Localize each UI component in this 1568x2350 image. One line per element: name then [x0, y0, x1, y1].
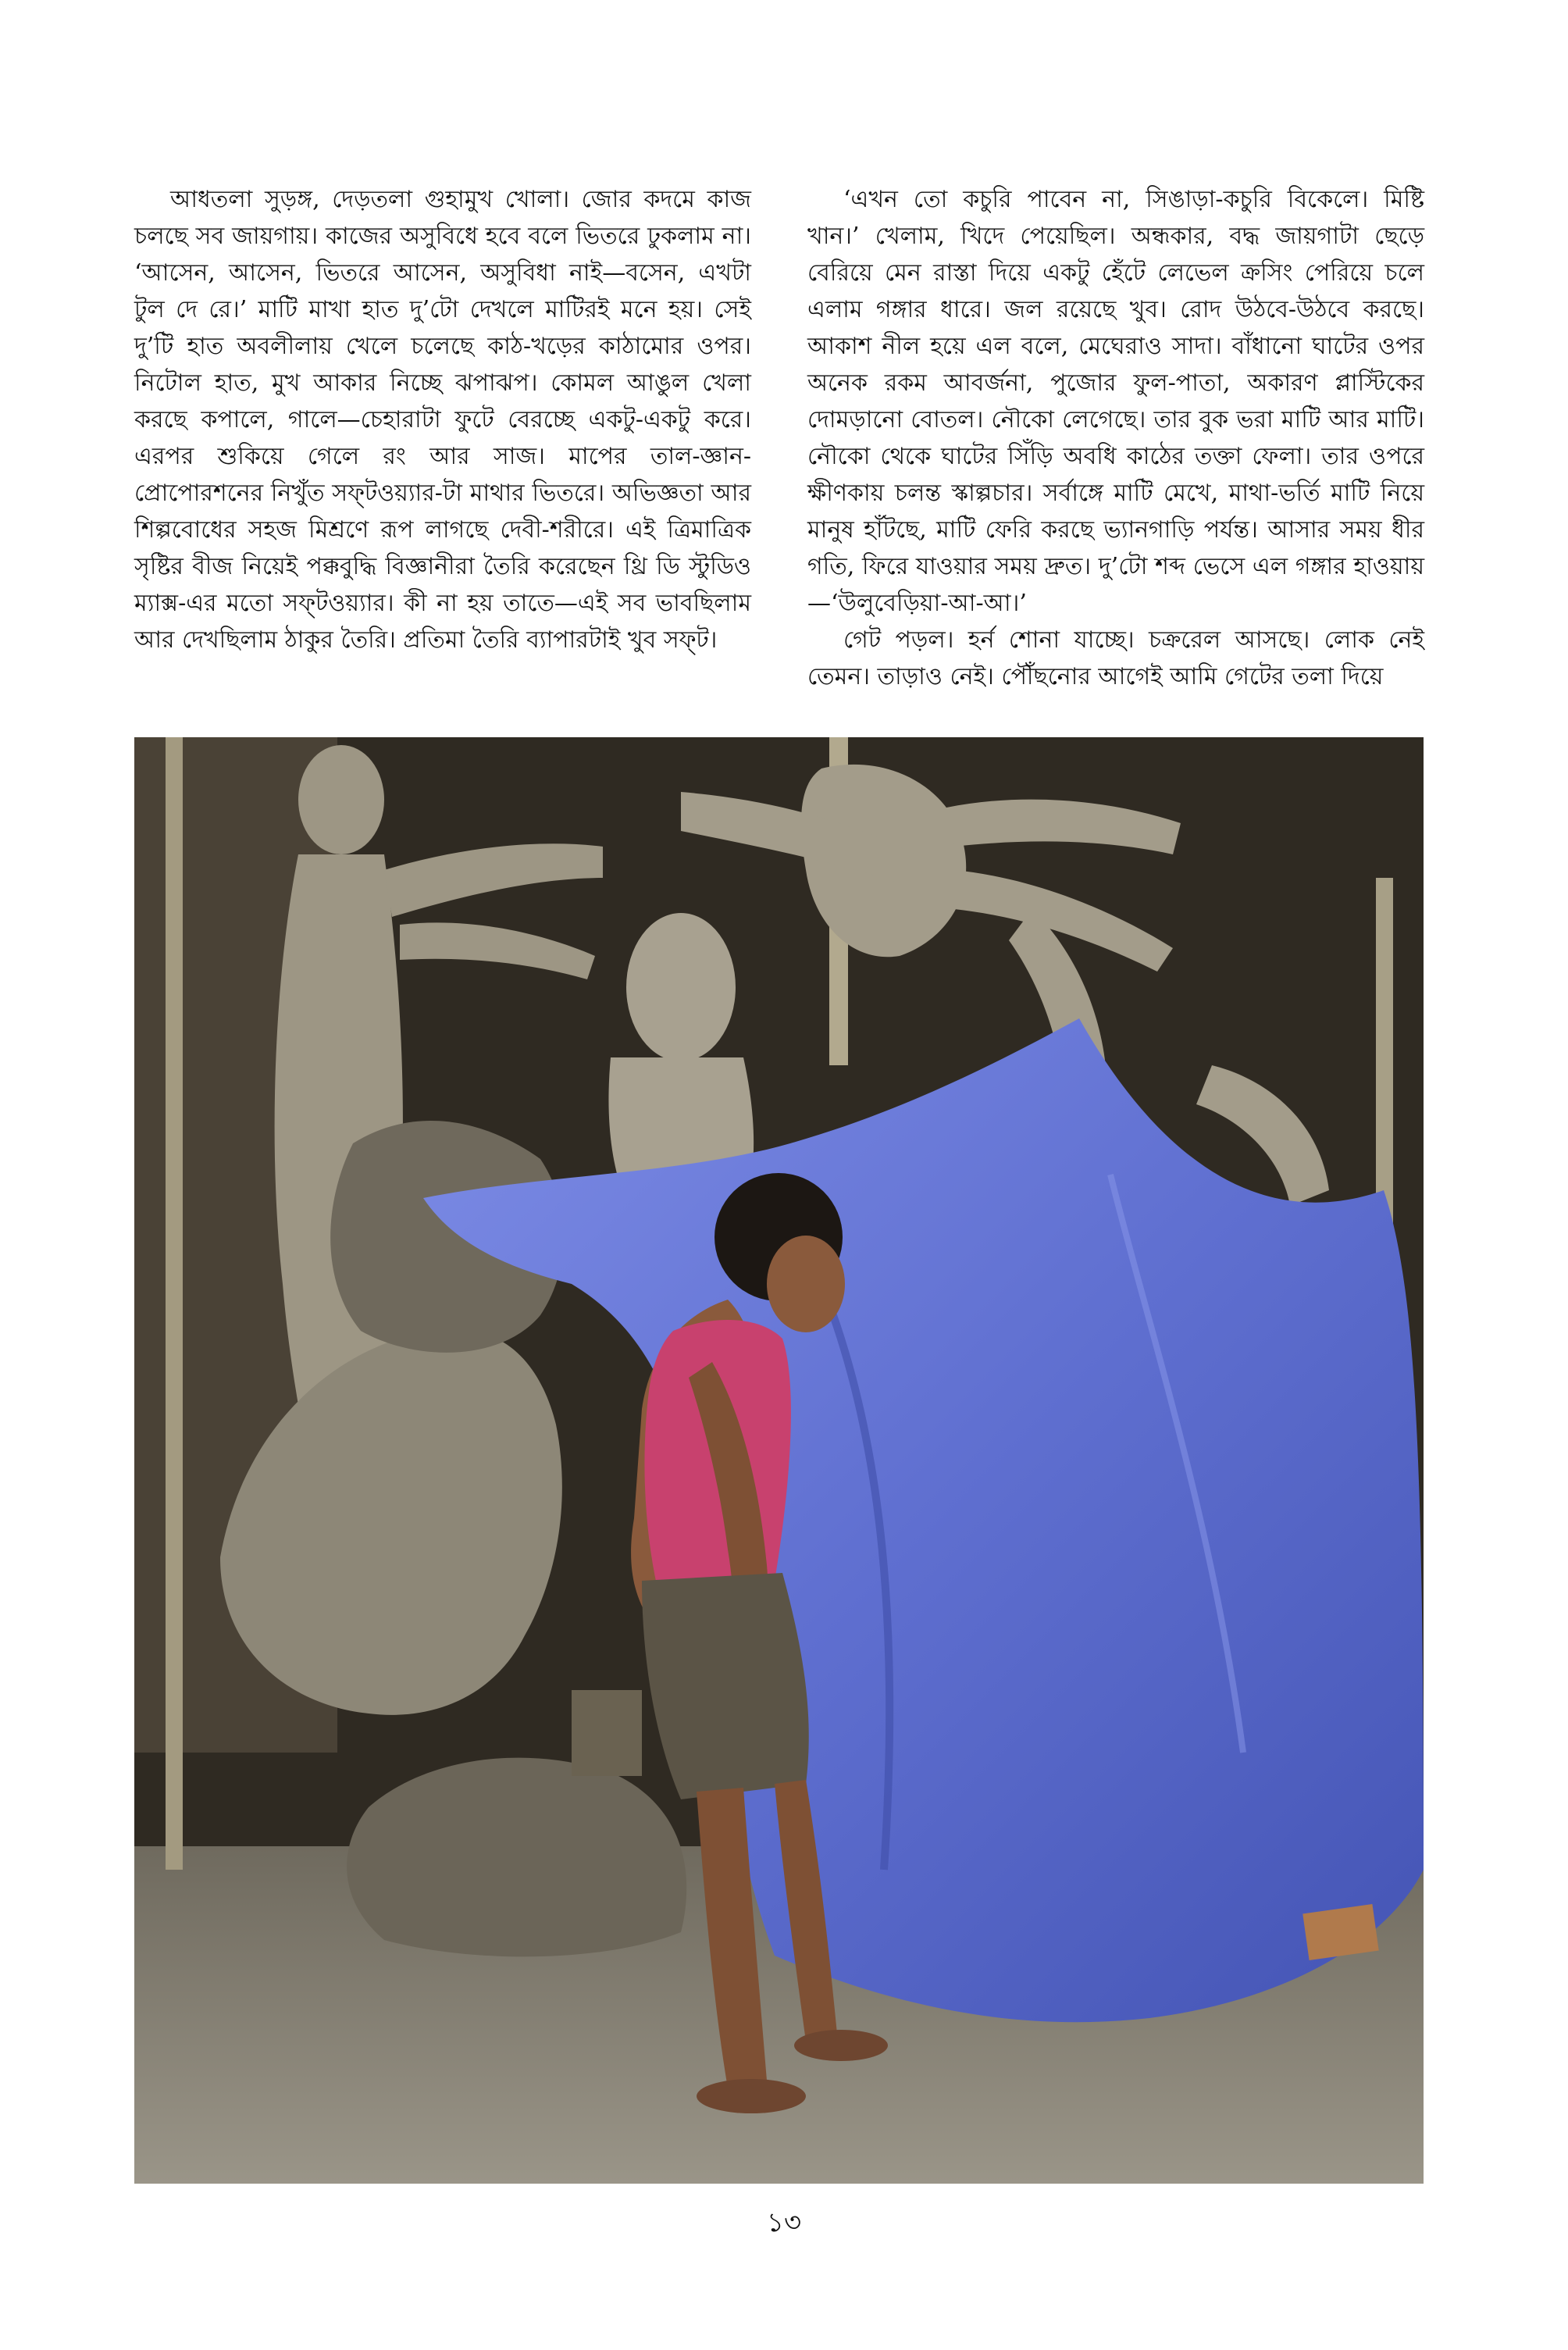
paragraph: গেট পড়ল। হর্ন শোনা যাচ্ছে। চক্ররেল আসছে। লোক নেই তেমন। তাড়াও নেই। পৌঁছনোর আগেই আমি গেটের তলা দিয়ে	[807, 626, 1424, 690]
paragraph: ‘এখন তো কচুরি পাবেন না, সিঙাড়া-কচুরি বিকেলে। মিষ্টি খান।’ খেলাম, খিদে পেয়েছিল। অন্ধকার, বদ্ধ জায়গাটা ছেড়ে বেরিয়ে মেন রাস্তা দিয়ে একটু হেঁটে লেভেল ক্রসিং পেরিয়ে চলে এলাম গঙ্গার ধারে। জল রয়েছে খুব। রোদ উঠবে-উঠবে করছে। আকাশ নীল হয়ে এল বলে, মেঘেরাও সাদা। বাঁধানো ঘাটের ওপর অনেক রকম আবর্জনা, পুজোর ফুল-পাতা, অকারণ প্লাস্টিকের দোমড়ানো বোতল। নৌকো লেগেছে। তার বুক ভরা মাটি আর মাটি। নৌকো থেকে ঘাটের সিঁড়ি অবধি কাঠের তক্তা ফেলা। তার ওপরে ক্ষীণকায় চলন্ত স্কাল্পচার। সর্বাঙ্গে মাটি মেখে, মাথা-ভর্তি মাটি নিয়ে মানুষ হাঁটছে, মাটি ফেরি করছে ভ্যানগাড়ি পর্যন্ত। আসার সময় ধীর গতি, ফিরে যাওয়ার সময় দ্রুত। দু’টো শব্দ ভেসে এল গঙ্গার হাওয়ায়—‘উলুবেড়িয়া-আ-আ।’	[807, 186, 1424, 617]
photo-clay-idol-workshop	[134, 737, 1424, 2184]
text-column-left	[134, 181, 751, 658]
paragraph: আধতলা সুড়ঙ্গ, দেড়তলা গুহামুখ খোলা। জোর কদমে কাজ চলছে সব জায়গায়। কাজের অসুবিধে হবে বলে ভিতরে ঢুকলাম না। ‘আসেন, আসেন, ভিতরে আসেন, অসুবিধা নাই—বসেন, এখটা টুল দে রে।’ মাটি মাখা হাত দু’টো দেখলে মাটিরই মনে হয়। সেই দু’টি হাত অবলীলায় খেলে চলেছে কাঠ-খড়ের কাঠামোর ওপর। নিটোল হাত, মুখ আকার নিচ্ছে ঝপাঝপ। কোমল আঙুল খেলা করছে কপালে, গালে—চেহারাটা ফুটে বেরচ্ছে একটু-একটু করে। এরপর শুকিয়ে গেলে রং আর সাজ। মাপের তাল-জ্ঞান-প্রোপোরশনের নিখুঁত সফ্‌টওয়্যার-টা মাথার ভিতরে। অভিজ্ঞতা আর শিল্পবোধের সহজ মিশ্রণে রূপ লাগছে দেবী-শরীরে। এই ত্রিমাত্রিক সৃষ্টির বীজ নিয়েই পক্কবুদ্ধি বিজ্ঞানীরা তৈরি করেছেন থ্রি ডি স্টুডিও ম্যাক্স-এর মতো সফ্‌টওয়্যার। কী না হয় তাতে—এই সব ভাবছিলাম আর দেখছিলাম ঠাকুর তৈরি। প্রতিমা তৈরি ব্যাপারটাই খুব সফ্‌ট।	[134, 186, 751, 654]
bamboo-pole	[166, 737, 183, 1870]
brick	[1303, 1904, 1378, 1960]
shorts-pocket	[572, 1690, 642, 1776]
text-column-right	[807, 181, 1424, 695]
page-number: ১৩	[766, 2207, 802, 2238]
clay-mound	[347, 1758, 686, 1957]
